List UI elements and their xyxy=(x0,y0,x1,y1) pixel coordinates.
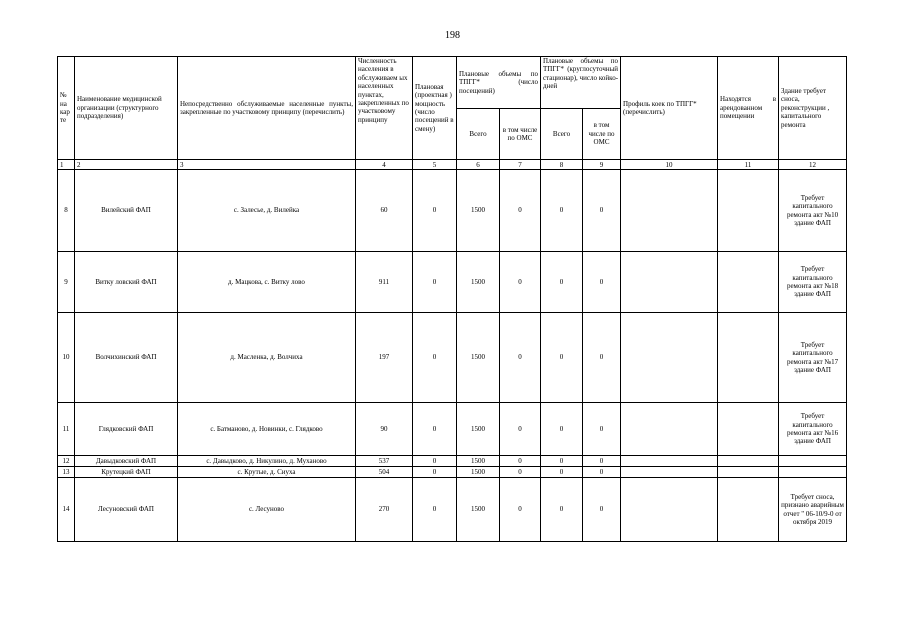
table-row xyxy=(58,403,847,456)
row-number: 8 xyxy=(58,170,75,252)
rented xyxy=(718,403,779,456)
col-number: 5 xyxy=(413,160,457,170)
population: 90 xyxy=(356,403,413,456)
beds-total: 0 xyxy=(541,170,583,252)
visits-oms: 0 xyxy=(500,313,541,403)
visits-total: 1500 xyxy=(457,456,500,467)
population: 197 xyxy=(356,313,413,403)
col-number: 8 xyxy=(541,160,583,170)
col-number: 10 xyxy=(621,160,718,170)
col-number: 12 xyxy=(779,160,847,170)
beds-oms: 0 xyxy=(583,170,621,252)
organization-name: Крутецкий ФАП xyxy=(75,467,178,478)
repair-note xyxy=(779,467,847,478)
header-organization: Наименование медицинской организации (структурного подразделения) xyxy=(75,57,178,160)
population: 270 xyxy=(356,478,413,542)
capacity: 0 xyxy=(413,456,457,467)
beds-total: 0 xyxy=(541,467,583,478)
rented xyxy=(718,456,779,467)
rented xyxy=(718,313,779,403)
table-row xyxy=(58,467,847,478)
table-row xyxy=(58,170,847,252)
visits-oms: 0 xyxy=(500,403,541,456)
visits-total: 1500 xyxy=(457,313,500,403)
header-beds-oms: в том числе по ОМС xyxy=(583,109,621,160)
col-number: 1 xyxy=(58,160,75,170)
visits-oms: 0 xyxy=(500,170,541,252)
beds-total: 0 xyxy=(541,252,583,313)
repair-note: Требует сноса, признано аварийным отчет " 06-10/9-0 от октября 2019 xyxy=(779,478,847,542)
row-number: 9 xyxy=(58,252,75,313)
header-inpatient: Плановые объемы по ТПГГ* (круглосуточный стационар), число койко-дней xyxy=(541,57,621,109)
header-visits: Плановые объемы по ТПГГ* (число посещений) xyxy=(457,57,541,109)
row-number: 11 xyxy=(58,403,75,456)
visits-total: 1500 xyxy=(457,170,500,252)
table-row xyxy=(58,478,847,542)
population: 537 xyxy=(356,456,413,467)
visits-total: 1500 xyxy=(457,403,500,456)
header-bed-profile: Профиль коек по ТПГГ* (перечислить) xyxy=(621,57,718,160)
settlements: с. Залесье, д. Вилейка xyxy=(178,170,356,252)
visits-oms: 0 xyxy=(500,478,541,542)
visits-oms: 0 xyxy=(500,252,541,313)
bed-profile xyxy=(621,456,718,467)
rented xyxy=(718,252,779,313)
beds-oms: 0 xyxy=(583,403,621,456)
table-row xyxy=(58,456,847,467)
beds-oms: 0 xyxy=(583,252,621,313)
visits-oms: 0 xyxy=(500,456,541,467)
repair-note: Требует капитального ремонта акт №18 здание ФАП xyxy=(779,252,847,313)
organization-name: Витку ловский ФАП xyxy=(75,252,178,313)
bed-profile xyxy=(621,467,718,478)
repair-note: Требует капитального ремонта акт №10 здание ФАП xyxy=(779,170,847,252)
rented xyxy=(718,467,779,478)
beds-total: 0 xyxy=(541,403,583,456)
col-number: 4 xyxy=(356,160,413,170)
row-number: 12 xyxy=(58,456,75,467)
table-row xyxy=(58,313,847,403)
table-row xyxy=(58,252,847,313)
organization-name: Глядковский ФАП xyxy=(75,403,178,456)
header-repair: Здание требует сноса, реконструкции , капитального ремонта xyxy=(779,57,847,160)
bed-profile xyxy=(621,313,718,403)
row-number: 13 xyxy=(58,467,75,478)
facilities-table xyxy=(57,56,847,542)
settlements: д. Мацкова, с. Витку лово xyxy=(178,252,356,313)
beds-total: 0 xyxy=(541,478,583,542)
beds-total: 0 xyxy=(541,456,583,467)
header-beds-total: Всего xyxy=(541,109,583,160)
header-visits-total: Всего xyxy=(457,109,500,160)
repair-note: Требует капитального ремонта акт №16 здание ФАП xyxy=(779,403,847,456)
capacity: 0 xyxy=(413,313,457,403)
beds-oms: 0 xyxy=(583,456,621,467)
capacity: 0 xyxy=(413,403,457,456)
bed-profile xyxy=(621,252,718,313)
population: 911 xyxy=(356,252,413,313)
visits-oms: 0 xyxy=(500,467,541,478)
repair-note xyxy=(779,456,847,467)
capacity: 0 xyxy=(413,252,457,313)
visits-total: 1500 xyxy=(457,252,500,313)
header-settlements: Непосредственно обслуживаемые населенные пункты, закрепленные по участковому принципу (перечислить) xyxy=(178,57,356,160)
rented xyxy=(718,478,779,542)
header-population: Численность населения в обслуживаем ых населенных пунктах, закрепленных по участковому принципу xyxy=(356,57,413,160)
bed-profile xyxy=(621,403,718,456)
beds-total: 0 xyxy=(541,313,583,403)
organization-name: Давыдковский ФАП xyxy=(75,456,178,467)
col-number: 3 xyxy=(178,160,356,170)
header-capacity: Плановая (проектная ) мощность (число посещений в смену) xyxy=(413,57,457,160)
bed-profile xyxy=(621,170,718,252)
capacity: 0 xyxy=(413,478,457,542)
col-number: 7 xyxy=(500,160,541,170)
header-rented: Находятся в арендованном помещении xyxy=(718,57,779,160)
population: 60 xyxy=(356,170,413,252)
rented xyxy=(718,170,779,252)
beds-oms: 0 xyxy=(583,467,621,478)
organization-name: Лесуновский ФАП xyxy=(75,478,178,542)
organization-name: Волчихинский ФАП xyxy=(75,313,178,403)
bed-profile xyxy=(621,478,718,542)
settlements: д. Масленка, д. Волчиха xyxy=(178,313,356,403)
settlements: с. Крутые, д. Сиуха xyxy=(178,467,356,478)
capacity: 0 xyxy=(413,467,457,478)
col-number: 9 xyxy=(583,160,621,170)
capacity: 0 xyxy=(413,170,457,252)
beds-oms: 0 xyxy=(583,478,621,542)
settlements: с. Батманово, д. Новинки, с. Глядково xyxy=(178,403,356,456)
row-number: 10 xyxy=(58,313,75,403)
settlements: с. Давыдково, д. Никулино, д. Муханово xyxy=(178,456,356,467)
repair-note: Требует капитального ремонта акт №17 здание ФАП xyxy=(779,313,847,403)
header-no: № на кар те xyxy=(58,57,75,160)
visits-total: 1500 xyxy=(457,467,500,478)
settlements: с. Лесуново xyxy=(178,478,356,542)
page-number: 198 xyxy=(445,30,460,41)
header-visits-oms: в том числе по ОМС xyxy=(500,109,541,160)
column-numbers-row xyxy=(58,160,847,170)
population: 504 xyxy=(356,467,413,478)
col-number: 11 xyxy=(718,160,779,170)
beds-oms: 0 xyxy=(583,313,621,403)
col-number: 2 xyxy=(75,160,178,170)
col-number: 6 xyxy=(457,160,500,170)
row-number: 14 xyxy=(58,478,75,542)
organization-name: Вилейский ФАП xyxy=(75,170,178,252)
visits-total: 1500 xyxy=(457,478,500,542)
